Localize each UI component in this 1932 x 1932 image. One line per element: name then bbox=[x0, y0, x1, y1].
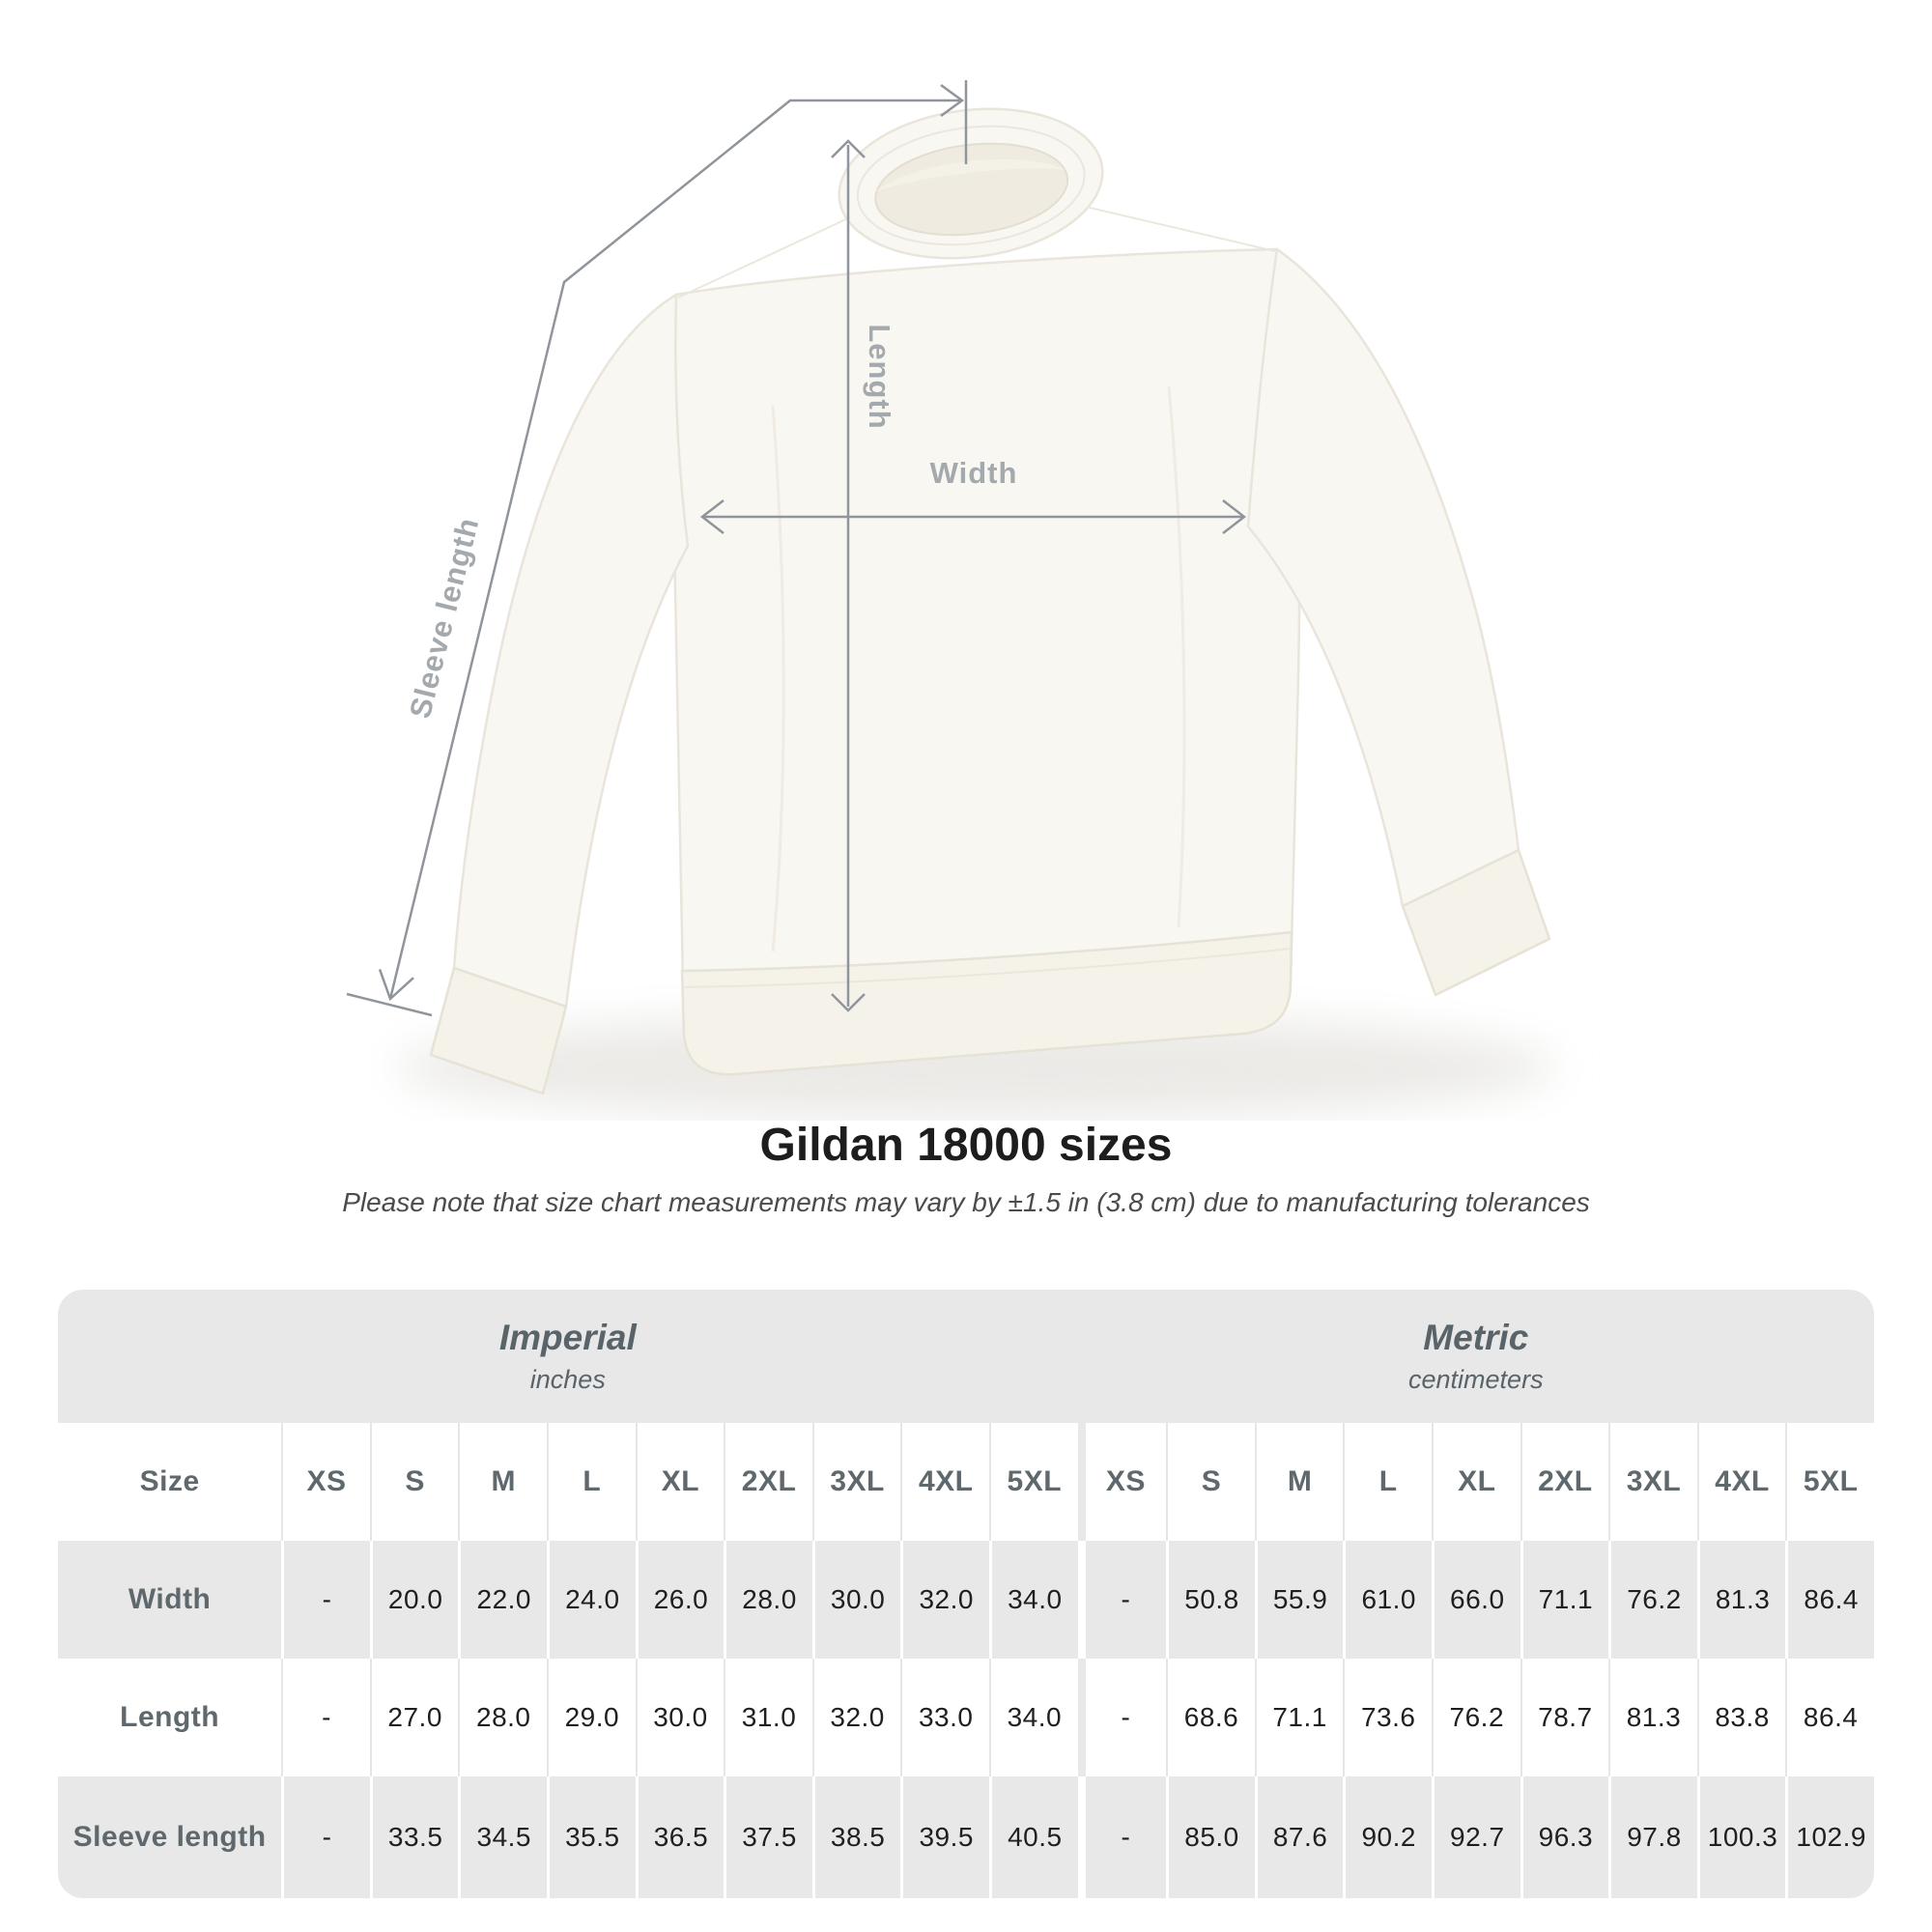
size-table-card bbox=[58, 1290, 1874, 1898]
cell-metric: 78.7 bbox=[1520, 1659, 1609, 1776]
col-header-metric-2xl: 2XL bbox=[1520, 1423, 1609, 1541]
cell-metric: 86.4 bbox=[1785, 1659, 1874, 1776]
col-header-metric-4xl: 4XL bbox=[1697, 1423, 1786, 1541]
cell-imperial: 34.5 bbox=[458, 1776, 547, 1898]
col-header-metric-xl: XL bbox=[1432, 1423, 1520, 1541]
title-block bbox=[0, 1119, 1932, 1218]
size-header-row bbox=[58, 1423, 1874, 1541]
cell-metric: - bbox=[1078, 1659, 1167, 1776]
table-row-sleeve-length bbox=[58, 1776, 1874, 1898]
sweatshirt-illustration bbox=[431, 95, 1549, 1094]
cell-metric: 87.6 bbox=[1255, 1776, 1344, 1898]
cell-metric: 96.3 bbox=[1520, 1776, 1609, 1898]
imperial-band bbox=[58, 1290, 1078, 1423]
cell-metric: 68.6 bbox=[1166, 1659, 1255, 1776]
cell-metric: 102.9 bbox=[1785, 1776, 1874, 1898]
metric-band bbox=[1078, 1290, 1874, 1423]
cell-metric: - bbox=[1078, 1776, 1167, 1898]
cell-metric: 85.0 bbox=[1166, 1776, 1255, 1898]
cell-imperial: 37.5 bbox=[724, 1776, 812, 1898]
cell-imperial: 31.0 bbox=[724, 1659, 812, 1776]
col-header-imperial-xs: XS bbox=[281, 1423, 370, 1541]
cell-imperial: 39.5 bbox=[900, 1776, 989, 1898]
col-header-metric-l: L bbox=[1343, 1423, 1432, 1541]
cell-imperial: 36.5 bbox=[636, 1776, 724, 1898]
col-header-metric-xs: XS bbox=[1078, 1423, 1167, 1541]
col-header-imperial-5xl: 5XL bbox=[989, 1423, 1078, 1541]
cell-metric: 66.0 bbox=[1432, 1541, 1520, 1659]
size-table bbox=[58, 1423, 1874, 1898]
col-header-imperial-2xl: 2XL bbox=[724, 1423, 812, 1541]
cell-imperial: 34.0 bbox=[989, 1659, 1078, 1776]
row-label: Width bbox=[58, 1541, 281, 1659]
tolerance-note: Please note that size chart measurements may vary by ±1.5 in (3.8 cm) due to manufacturing tolerances bbox=[342, 1187, 1590, 1217]
table-row-length bbox=[58, 1659, 1874, 1776]
cell-imperial: 40.5 bbox=[989, 1776, 1078, 1898]
cell-metric: 76.2 bbox=[1608, 1541, 1697, 1659]
cell-imperial: - bbox=[281, 1776, 370, 1898]
cell-metric: 55.9 bbox=[1255, 1541, 1344, 1659]
cell-metric: - bbox=[1078, 1541, 1167, 1659]
cell-metric: 71.1 bbox=[1520, 1541, 1609, 1659]
cell-imperial: 24.0 bbox=[547, 1541, 636, 1659]
metric-band-title: Metric bbox=[1423, 1318, 1529, 1357]
length-label: Length bbox=[862, 324, 896, 430]
cell-metric: 97.8 bbox=[1608, 1776, 1697, 1898]
page-title: Gildan 18000 sizes bbox=[759, 1120, 1173, 1171]
width-label: Width bbox=[929, 456, 1018, 490]
cell-imperial: 30.0 bbox=[636, 1659, 724, 1776]
cell-metric: 76.2 bbox=[1432, 1659, 1520, 1776]
cell-imperial: 33.5 bbox=[370, 1776, 459, 1898]
size-table-body bbox=[58, 1423, 1874, 1898]
cell-imperial: 34.0 bbox=[989, 1541, 1078, 1659]
imperial-band-title: Imperial bbox=[498, 1318, 637, 1357]
cell-metric: 90.2 bbox=[1343, 1776, 1432, 1898]
col-header-imperial-4xl: 4XL bbox=[900, 1423, 989, 1541]
sweatshirt-left-sleeve bbox=[454, 295, 688, 1007]
cell-metric: 71.1 bbox=[1255, 1659, 1344, 1776]
cell-imperial: 38.5 bbox=[812, 1776, 901, 1898]
cell-imperial: - bbox=[281, 1541, 370, 1659]
cell-metric: 100.3 bbox=[1697, 1776, 1786, 1898]
cell-imperial: - bbox=[281, 1659, 370, 1776]
cell-imperial: 33.0 bbox=[900, 1659, 989, 1776]
cell-imperial: 29.0 bbox=[547, 1659, 636, 1776]
cell-metric: 81.3 bbox=[1697, 1541, 1786, 1659]
col-header-imperial-xl: XL bbox=[636, 1423, 724, 1541]
imperial-band-unit: inches bbox=[529, 1365, 606, 1394]
table-row-width bbox=[58, 1541, 1874, 1659]
cell-metric: 86.4 bbox=[1785, 1541, 1874, 1659]
col-header-metric-3xl: 3XL bbox=[1608, 1423, 1697, 1541]
col-header-imperial-m: M bbox=[458, 1423, 547, 1541]
right-shoulder-seam bbox=[1090, 208, 1275, 251]
cell-imperial: 30.0 bbox=[812, 1541, 901, 1659]
cell-metric: 92.7 bbox=[1432, 1776, 1520, 1898]
col-header-imperial-s: S bbox=[370, 1423, 459, 1541]
row-label: Length bbox=[58, 1659, 281, 1776]
col-header-imperial-3xl: 3XL bbox=[812, 1423, 901, 1541]
col-header-metric-5xl: 5XL bbox=[1785, 1423, 1874, 1541]
cell-imperial: 22.0 bbox=[458, 1541, 547, 1659]
cell-imperial: 26.0 bbox=[636, 1541, 724, 1659]
cell-metric: 73.6 bbox=[1343, 1659, 1432, 1776]
row-label: Sleeve length bbox=[58, 1776, 281, 1898]
cell-imperial: 28.0 bbox=[458, 1659, 547, 1776]
cell-imperial: 27.0 bbox=[370, 1659, 459, 1776]
cell-imperial: 32.0 bbox=[900, 1541, 989, 1659]
unit-band bbox=[58, 1290, 1874, 1423]
sleeve-length-label: Sleeve length bbox=[403, 513, 486, 722]
cell-metric: 61.0 bbox=[1343, 1541, 1432, 1659]
col-header-size: Size bbox=[58, 1423, 281, 1541]
cell-imperial: 20.0 bbox=[370, 1541, 459, 1659]
col-header-metric-s: S bbox=[1166, 1423, 1255, 1541]
metric-band-unit: centimeters bbox=[1408, 1365, 1544, 1394]
cell-imperial: 28.0 bbox=[724, 1541, 812, 1659]
cell-imperial: 35.5 bbox=[547, 1776, 636, 1898]
cell-imperial: 32.0 bbox=[812, 1659, 901, 1776]
cell-metric: 83.8 bbox=[1697, 1659, 1786, 1776]
col-header-imperial-l: L bbox=[547, 1423, 636, 1541]
cell-metric: 81.3 bbox=[1608, 1659, 1697, 1776]
cell-metric: 50.8 bbox=[1166, 1541, 1255, 1659]
col-header-metric-m: M bbox=[1255, 1423, 1344, 1541]
